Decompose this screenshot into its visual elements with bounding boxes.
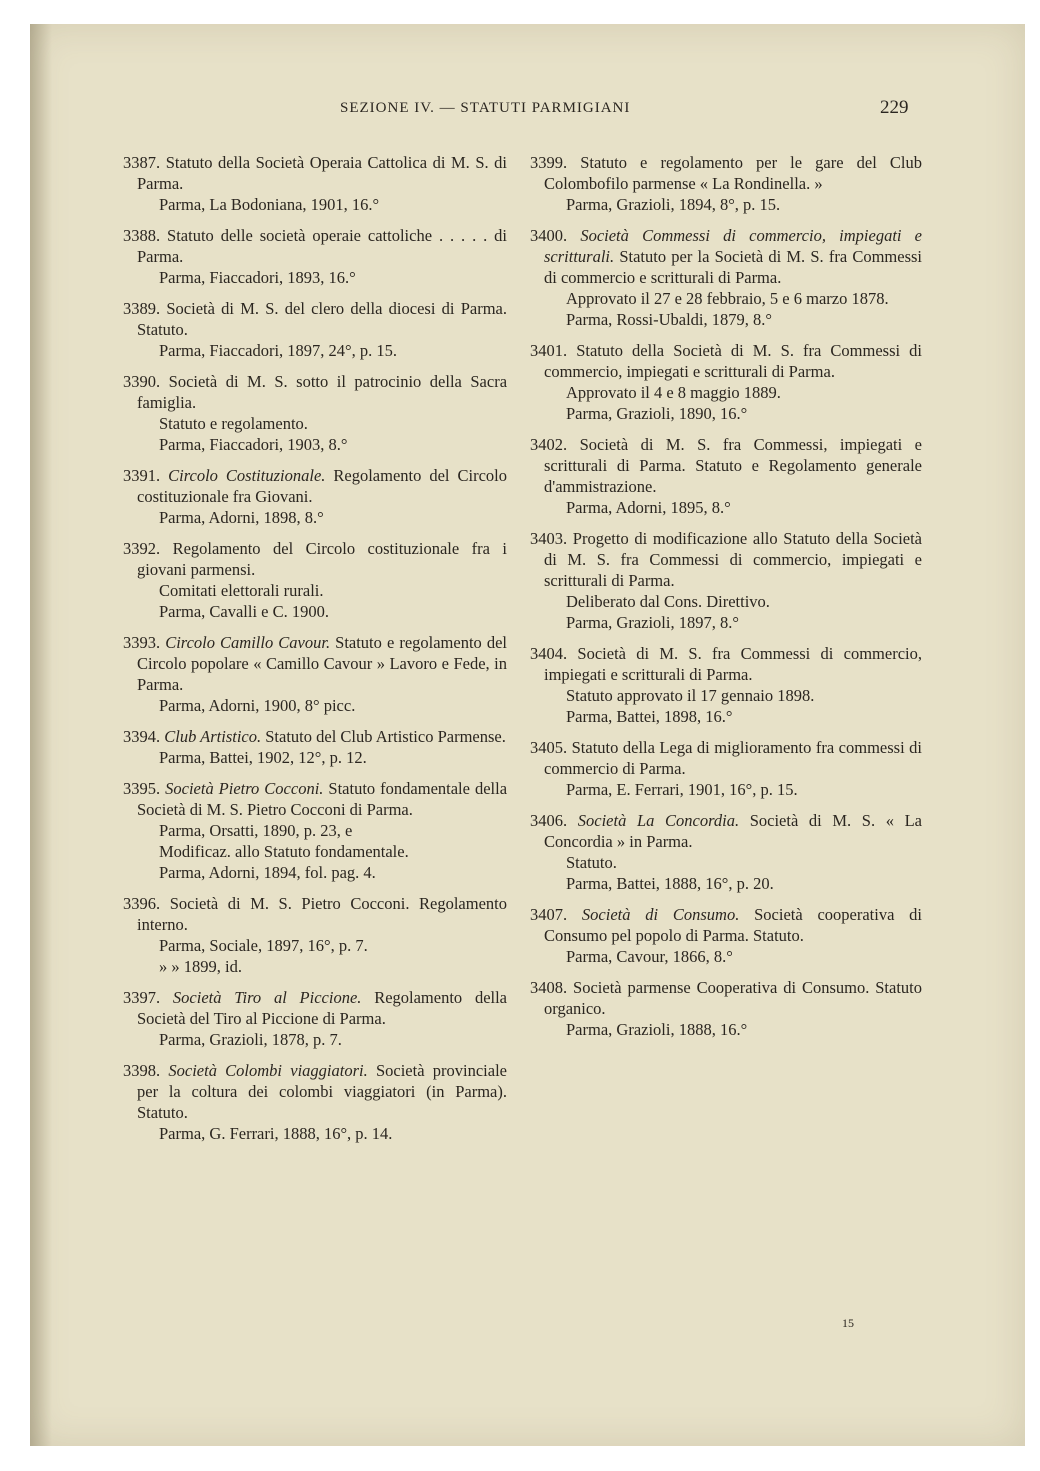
- entry-imprint: Statuto approvato il 17 gennaio 1898.: [566, 686, 815, 705]
- scanned-page: [30, 24, 1025, 1446]
- entry-main-text: [530, 904, 922, 946]
- entry-imprint: Parma, Battei, 1902, 12°, p. 12.: [159, 748, 367, 767]
- printer-signature: 15: [842, 1316, 854, 1330]
- entry-imprint: Parma, Orsatti, 1890, p. 23, e: [159, 821, 353, 840]
- entry-text: Statuto e regolamento del Circolo popolare « Camillo Cavour » Lavoro e Fede, in Parma.: [137, 633, 508, 694]
- entry-number: 3387.: [123, 153, 161, 172]
- entry-number: 3401.: [530, 341, 568, 360]
- entry-imprint: Parma, Fiaccadori, 1893, 16.°: [159, 268, 356, 287]
- catalog-entry: [123, 987, 507, 1050]
- entry-text: Società di M. S. Pietro Cocconi. Regolamento interno.: [137, 894, 507, 934]
- entry-main-text: [123, 632, 507, 695]
- entry-title: Società Tiro al Piccione.: [172, 988, 362, 1007]
- entry-number: 3392.: [123, 539, 161, 558]
- entry-imprint: Parma, La Bodoniana, 1901, 16.°: [159, 195, 380, 214]
- catalog-entry: [123, 465, 507, 528]
- entry-text: Regolamento del Circolo costituzionale fra Giovani.: [137, 466, 508, 506]
- entry-imprint: Parma, E. Ferrari, 1901, 16°, p. 15.: [566, 780, 798, 799]
- entry-main-text: [530, 340, 922, 382]
- entry-title: Società La Concordia.: [577, 811, 740, 830]
- entry-main-text: [123, 726, 507, 747]
- entry-number: 3389.: [123, 299, 161, 318]
- catalog-entry: [123, 632, 507, 716]
- catalog-entry: [123, 298, 507, 361]
- entry-main-text: [530, 152, 922, 194]
- entry-number: 3393.: [123, 633, 161, 652]
- catalog-entry: [530, 152, 922, 215]
- entry-title: Società Commessi di commercio, impiegati e scritturali.: [544, 226, 922, 266]
- entry-main-text: [123, 778, 507, 820]
- entry-text: Statuto fondamentale della Società di M. S. Pietro Cocconi di Parma.: [137, 779, 508, 819]
- entry-text: Società provinciale per la coltura dei colombi viaggiatori (in Parma). Statuto.: [137, 1061, 507, 1122]
- catalog-entry: [530, 904, 922, 967]
- catalog-entry: [530, 977, 922, 1040]
- entry-text: Società di M. S. fra Commessi di commercio, impiegati e scritturali di Parma.: [544, 644, 922, 684]
- entry-title: Società di Consumo.: [581, 905, 740, 924]
- entry-text: Società parmense Cooperativa di Consumo. Statuto organico.: [544, 978, 923, 1018]
- entry-number: 3398.: [123, 1061, 161, 1080]
- entry-title: Club Artistico.: [164, 727, 262, 746]
- catalog-entry: [530, 528, 922, 633]
- entry-imprint: Comitati elettorali rurali.: [159, 581, 324, 600]
- entry-main-text: [123, 538, 507, 580]
- catalog-entry: [123, 538, 507, 622]
- entry-text: Società cooperativa di Consumo pel popolo di Parma. Statuto.: [544, 905, 923, 945]
- entry-number: 3406.: [530, 811, 568, 830]
- catalog-entry: [123, 371, 507, 455]
- entry-text: Società di M. S. sotto il patrocinio della Sacra famiglia.: [137, 372, 508, 412]
- entry-imprint: Parma, G. Ferrari, 1888, 16°, p. 14.: [159, 1124, 393, 1143]
- entry-text: Statuto delle società operaie cattoliche . . . . . di Parma.: [137, 226, 507, 266]
- catalog-entry: [530, 810, 922, 894]
- entry-number: 3394.: [123, 727, 161, 746]
- entry-main-text: [530, 434, 922, 497]
- entry-imprint: Parma, Adorni, 1898, 8.°: [159, 508, 324, 527]
- entry-text: Statuto della Società Operaia Cattolica di M. S. di Parma.: [137, 153, 508, 193]
- entry-imprint: Parma, Cavour, 1866, 8.°: [566, 947, 733, 966]
- entry-number: 3405.: [530, 738, 568, 757]
- entry-text: Statuto e regolamento per le gare del Club Colombofilo parmense « La Rondinella. »: [544, 153, 922, 193]
- entry-imprint: Parma, Fiaccadori, 1903, 8.°: [159, 435, 348, 454]
- entry-imprint: Deliberato dal Cons. Direttivo.: [566, 592, 770, 611]
- entry-main-text: [123, 152, 507, 194]
- entry-imprint: Parma, Adorni, 1900, 8° picc.: [159, 696, 356, 715]
- entry-text: Statuto per la Società di M. S. fra Commessi di commercio e scritturali di Parma.: [544, 247, 922, 287]
- entry-imprint: Parma, Fiaccadori, 1897, 24°, p. 15.: [159, 341, 398, 360]
- entry-text: Società di M. S. del clero della diocesi di Parma. Statuto.: [137, 299, 507, 339]
- entry-text: Società di M. S. « La Concordia » in Parma.: [544, 811, 922, 851]
- catalog-entry: [123, 152, 507, 215]
- catalog-entry: [123, 778, 507, 883]
- entry-imprint: Statuto.: [566, 853, 617, 872]
- entry-imprint: Approvato il 4 e 8 maggio 1889.: [566, 383, 781, 402]
- entry-main-text: [123, 1060, 507, 1123]
- entry-title: Società Pietro Cocconi.: [165, 779, 324, 798]
- entry-imprint: Parma, Adorni, 1895, 8.°: [566, 498, 731, 517]
- entry-number: 3391.: [123, 466, 161, 485]
- entry-main-text: [123, 371, 507, 413]
- entry-main-text: [123, 465, 507, 507]
- entry-number: 3400.: [530, 226, 568, 245]
- entry-main-text: [123, 298, 507, 340]
- entry-number: 3390.: [123, 372, 161, 391]
- entry-number: 3402.: [530, 435, 568, 454]
- entry-number: 3388.: [123, 226, 161, 245]
- entry-text: Regolamento della Società del Tiro al Piccione di Parma.: [137, 988, 508, 1028]
- entry-number: 3396.: [123, 894, 161, 913]
- entry-text: Statuto della Lega di miglioramento fra commessi di commercio di Parma.: [544, 738, 922, 778]
- entry-imprint: Parma, Sociale, 1897, 16°, p. 7.: [159, 936, 368, 955]
- entry-text: Statuto della Società di M. S. fra Commessi di commercio, impiegati e scritturali di Parma.: [544, 341, 923, 381]
- entry-text: Statuto del Club Artistico Parmense.: [265, 727, 506, 746]
- entry-main-text: [123, 987, 507, 1029]
- catalog-entry: [123, 225, 507, 288]
- entry-main-text: [123, 893, 507, 935]
- entry-main-text: [530, 810, 922, 852]
- entry-imprint: Modificaz. allo Statuto fondamentale.: [159, 842, 409, 861]
- catalog-entry: [123, 1060, 507, 1144]
- entry-title: Circolo Costituzionale.: [168, 466, 326, 485]
- entry-main-text: [530, 737, 922, 779]
- entry-imprint: Parma, Grazioli, 1878, p. 7.: [159, 1030, 342, 1049]
- entry-imprint: Statuto e regolamento.: [159, 414, 308, 433]
- catalog-entry: [123, 893, 507, 977]
- entry-imprint: Parma, Battei, 1888, 16°, p. 20.: [566, 874, 774, 893]
- entry-imprint: Approvato il 27 e 28 febbraio, 5 e 6 marzo 1878.: [566, 289, 889, 308]
- entry-number: 3399.: [530, 153, 568, 172]
- catalog-entry: [530, 434, 922, 518]
- entry-imprint: Parma, Grazioli, 1890, 16.°: [566, 404, 748, 423]
- entry-title: Società Colombi viaggiatori.: [168, 1061, 368, 1080]
- entry-imprint: » » 1899, id.: [159, 957, 242, 976]
- page-number: 229: [880, 97, 909, 118]
- entry-number: 3395.: [123, 779, 161, 798]
- entry-number: 3404.: [530, 644, 568, 663]
- entry-main-text: [530, 528, 922, 591]
- entry-number: 3408.: [530, 978, 568, 997]
- entry-number: 3407.: [530, 905, 568, 924]
- entry-number: 3397.: [123, 988, 161, 1007]
- entry-imprint: Parma, Grazioli, 1897, 8.°: [566, 613, 739, 632]
- entry-text: Regolamento del Circolo costituzionale fra i giovani parmensi.: [137, 539, 507, 579]
- page-header: [30, 97, 1025, 124]
- entry-main-text: [530, 643, 922, 685]
- catalog-entry: [530, 340, 922, 424]
- catalog-entry: [530, 643, 922, 727]
- right-column: [530, 152, 922, 1050]
- entry-imprint: Parma, Battei, 1898, 16.°: [566, 707, 733, 726]
- left-column: [123, 152, 507, 1154]
- entry-imprint: Parma, Cavalli e C. 1900.: [159, 602, 330, 621]
- entry-imprint: Parma, Grazioli, 1888, 16.°: [566, 1020, 748, 1039]
- entry-title: Circolo Camillo Cavour.: [165, 633, 331, 652]
- entry-main-text: [123, 225, 507, 267]
- entry-main-text: [530, 977, 922, 1019]
- catalog-entry: [530, 737, 922, 800]
- entry-imprint: Parma, Rossi-Ubaldi, 1879, 8.°: [566, 310, 772, 329]
- entry-imprint: Parma, Grazioli, 1894, 8°, p. 15.: [566, 195, 781, 214]
- entry-imprint: Parma, Adorni, 1894, fol. pag. 4.: [159, 863, 376, 882]
- entry-text: Società di M. S. fra Commessi, impiegati e scritturali di Parma. Statuto e Regolamento generale d'ammistrazione.: [544, 435, 922, 496]
- entry-main-text: [530, 225, 922, 288]
- catalog-entry: [530, 225, 922, 330]
- catalog-entry: [123, 726, 507, 768]
- entry-text: Progetto di modificazione allo Statuto della Società di M. S. fra Commessi di commercio, impiegati e scritturali di Parma.: [544, 529, 923, 590]
- running-title: SEZIONE IV. — STATUTI PARMIGIANI: [340, 100, 631, 116]
- entry-number: 3403.: [530, 529, 568, 548]
